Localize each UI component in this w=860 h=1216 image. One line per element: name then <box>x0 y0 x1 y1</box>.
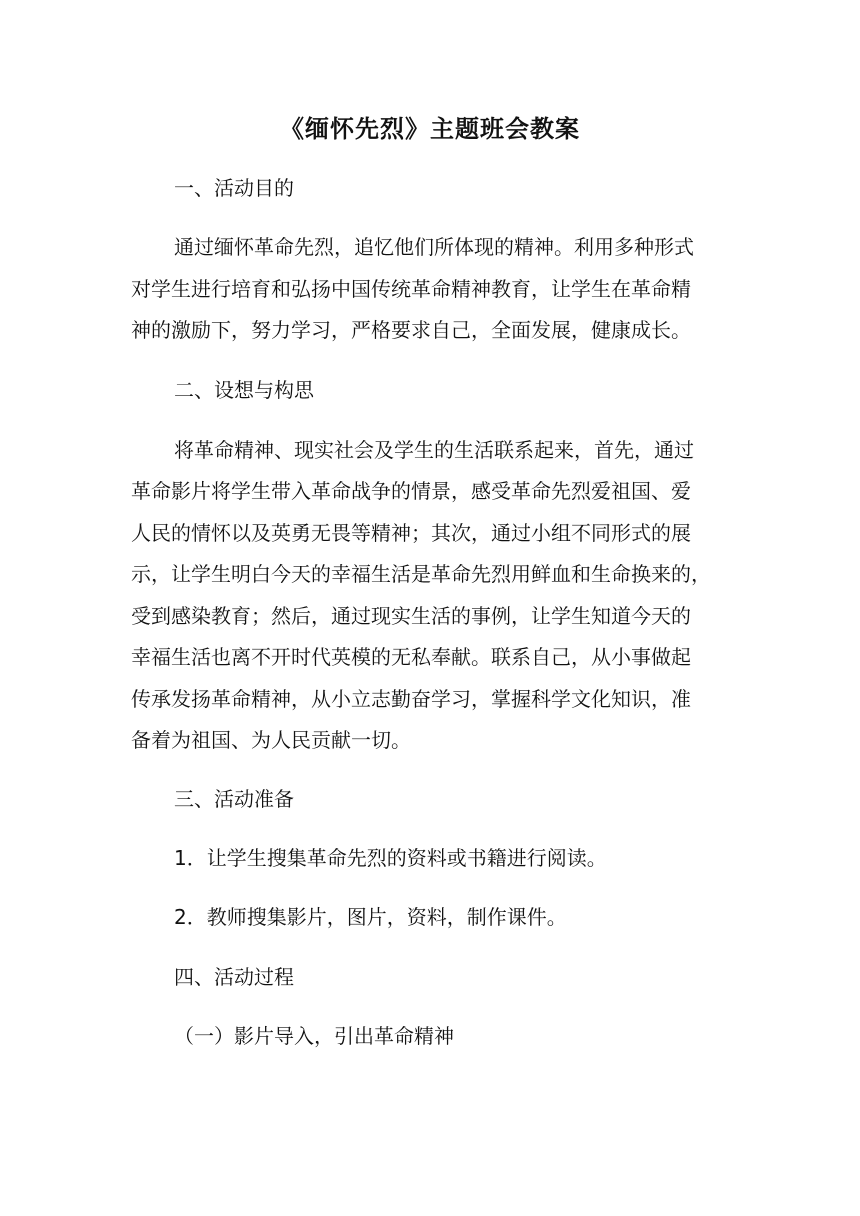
paragraph-line: 通过缅怀革命先烈，追忆他们所体现的精神。利用多种形式 <box>174 235 694 259</box>
paragraph-line: 传承发扬革命精神，从小立志勤奋学习，掌握科学文化知识，准 <box>131 687 691 711</box>
section-heading-purpose: 一、活动目的 <box>174 176 294 200</box>
paragraph-line: 备着为祖国、为人民贡献一切。 <box>131 728 411 752</box>
paragraph-line: 对学生进行培育和弘扬中国传统革命精神教育，让学生在革命精 <box>131 277 691 301</box>
section-heading-preparation: 三、活动准备 <box>174 787 294 811</box>
paragraph-line: 人民的情怀以及英勇无畏等精神；其次，通过小组不同形式的展 <box>131 521 691 545</box>
list-item: 1．让学生搜集革命先烈的资料或书籍进行阅读。 <box>174 846 607 870</box>
paragraph-line: 受到感染教育；然后，通过现实生活的事例，让学生知道今天的 <box>131 604 691 628</box>
paragraph-line: 将革命精神、现实社会及学生的生活联系起来，首先，通过 <box>174 438 694 462</box>
document-title: 《缅怀先烈》主题班会教案 <box>280 115 580 143</box>
paragraph-line: 示，让学生明白今天的幸福生活是革命先烈用鲜血和生命换来的， <box>131 562 711 586</box>
section-heading-process: 四、活动过程 <box>174 965 294 989</box>
list-item: 2．教师搜集影片，图片，资料，制作课件。 <box>174 905 567 929</box>
paragraph-line: 革命影片将学生带入革命战争的情景，感受革命先烈爱祖国、爱 <box>131 479 691 503</box>
section-heading-concept: 二、设想与构思 <box>174 378 314 402</box>
paragraph-line: 幸福生活也离不开时代英模的无私奉献。联系自己，从小事做起 <box>131 645 691 669</box>
subsection-heading: （一）影片导入，引出革命精神 <box>174 1024 454 1048</box>
paragraph-line: 神的激励下，努力学习，严格要求自己，全面发展，健康成长。 <box>131 318 691 342</box>
